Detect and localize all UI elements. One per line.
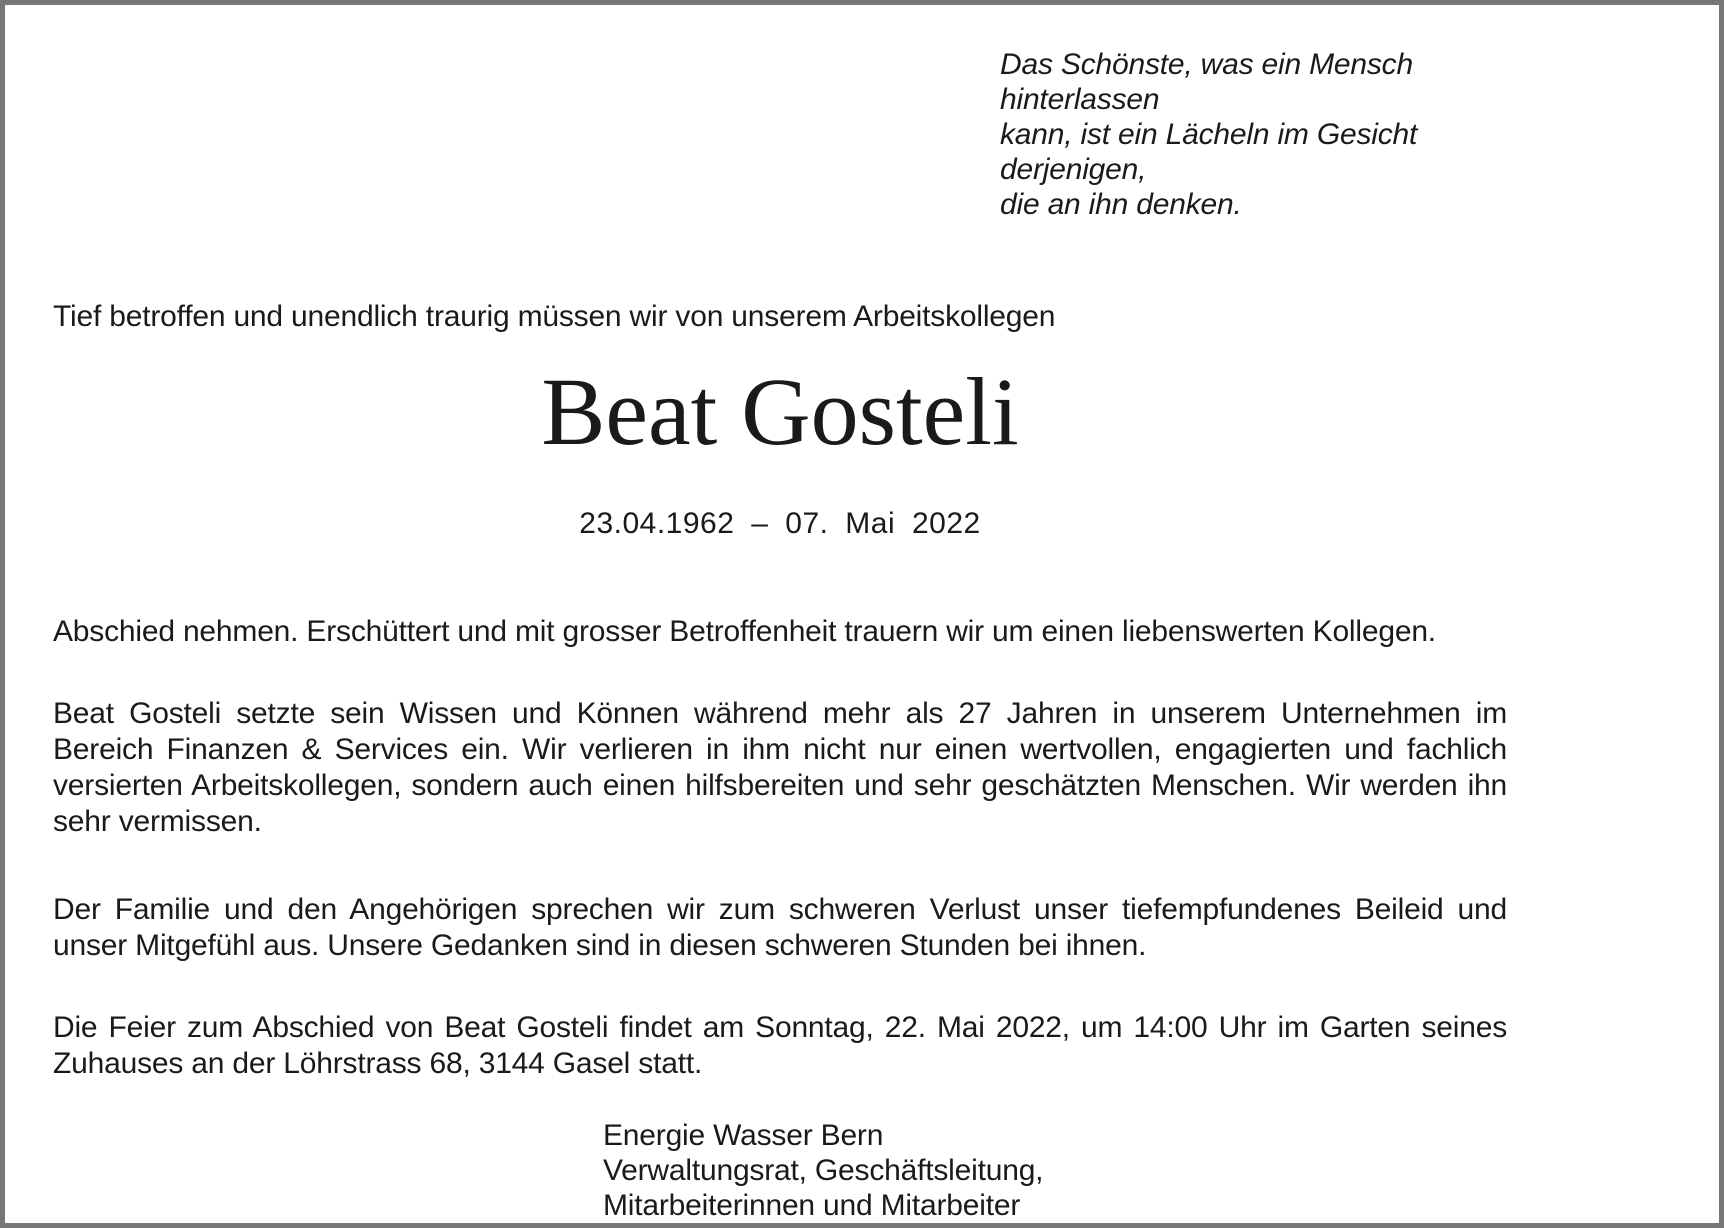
- intro-line: Tief betroffen und unendlich traurig müssen wir von unserem Arbeitskollegen: [53, 300, 1056, 333]
- signature-employees: Mitarbeiterinnen und Mitarbeiter: [603, 1189, 1021, 1222]
- signature-company: Energie Wasser Bern: [603, 1119, 884, 1152]
- notice-content: [5, 5, 1719, 1223]
- memorial-quote-line-3: die an ihn denken.: [1000, 188, 1242, 221]
- paragraph-farewell: Abschied nehmen. Erschüttert und mit grosser Betroffenheit trauern wir um einen liebenswerten Kollegen.: [53, 615, 1436, 648]
- paragraph-ceremony-details: Die Feier zum Abschied von Beat Gosteli findet am Sonntag, 22. Mai 2022, um 14:00 Uhr im Garten seines Zuhauses an der Löhrstrass 68, 3144 Gasel statt.: [53, 1011, 1507, 1080]
- life-dates: 23.04.1962 – 07. Mai 2022: [579, 507, 981, 540]
- paragraph-condolences: Der Familie und den Angehörigen sprechen wir zum schweren Verlust unser tiefempfundenes Beileid und unser Mitgefühl aus. Unsere Gedanken sind in diesen schweren Stunden bei ihnen.: [53, 893, 1507, 962]
- deceased-name: Beat Gosteli: [541, 358, 1019, 465]
- memorial-quote: [1000, 47, 1507, 222]
- paragraph-career-tribute: Beat Gosteli setzte sein Wissen und Können während mehr als 27 Jahren in unserem Unternehmen im Bereich Finanzen & Services ein. Wir verlieren in ihm nicht nur einen wertvollen, engagierten und fachlich versierten Arbeitskollegen, sondern auch einen hilfsbereiten und sehr geschätzten Menschen. Wir werden ihn sehr vermissen.: [53, 697, 1507, 838]
- signature-boards: Verwaltungsrat, Geschäftsleitung,: [603, 1154, 1044, 1187]
- signature-block: [603, 1118, 1507, 1223]
- memorial-quote-line-2: kann, ist ein Lächeln im Gesicht derjenigen,: [1000, 118, 1418, 186]
- memorial-quote-line-1: Das Schönste, was ein Mensch hinterlassen: [1000, 48, 1413, 116]
